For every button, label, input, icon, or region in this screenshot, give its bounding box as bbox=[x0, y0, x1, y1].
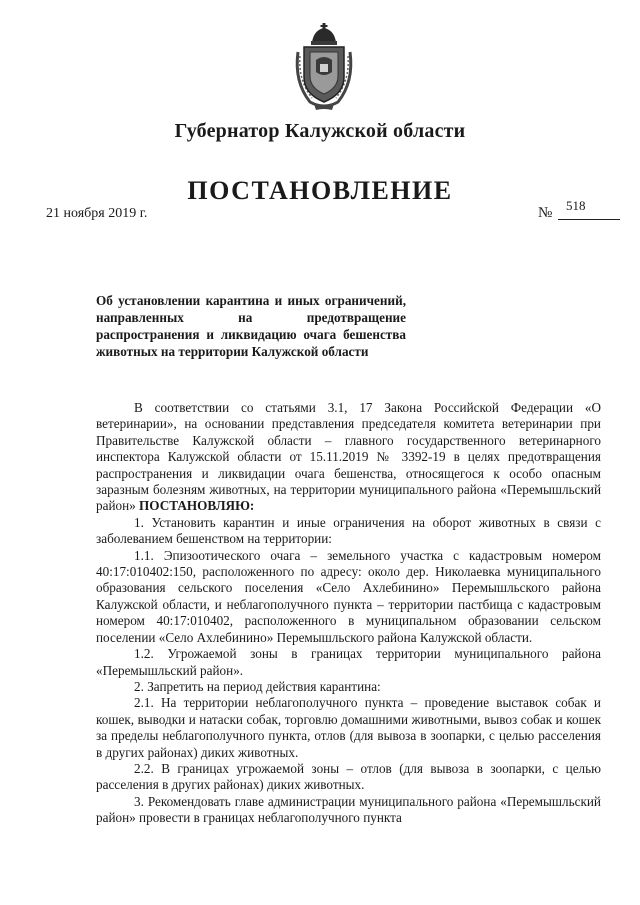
number-sign: № bbox=[538, 205, 553, 221]
paragraph-2-2: 2.2. В границах угрожаемой зоны – отлов (для вывоза в зоопарки, с целью расселения в других районах) диких животных. bbox=[96, 760, 601, 793]
document-type-title: ПОСТАНОВЛЕНИЕ bbox=[187, 176, 453, 205]
intro-paragraph bbox=[96, 400, 601, 515]
issuing-authority: Губернатор Калужской области bbox=[174, 120, 466, 142]
number-value: 518 bbox=[566, 198, 586, 213]
paragraph-2-1: 2.1. На территории неблагополучного пункта – проведение выставок собак и кошек, выводки и натаски собак, торговлю домашними животными, вывоз собак и кошек за пределы неблагополучного пункта, отлов (для вывоза в зоопарки, с целью расселения в других районах) диких животных. bbox=[96, 695, 601, 760]
paragraph-2: 2. Запретить на период действия карантина: bbox=[134, 678, 381, 694]
kaluga-coat-of-arms-icon bbox=[292, 22, 356, 112]
paragraph-1: 1. Установить карантин и иные ограничения на оборот животных в связи с заболеванием бешенством на территории: bbox=[96, 514, 601, 547]
document-number bbox=[538, 200, 622, 222]
intro-text: В соответствии со статьями 3.1, 17 Закона Российской Федерации «О ветеринарии», на основании представления председателя комитета ветеринарии при Правительстве Калужской области – главного государственного ветеринарного инспектора Калужской области от 15.11.2019 № 3392-19 в целях предотвращения распространения и ликвидации очага бешенства, относящегося к особо опасным заразным болезням животных, на территории муниципального района «Перемышльский район» bbox=[96, 400, 601, 514]
paragraph-1-1: 1.1. Эпизоотического очага – земельного участка с кадастровым номером 40:17:010402:150, расположенного по адресу: около дер. Николаевка муниципального образования сельского поселения «Село Ахлебинино» Перемышльского района Калужской области, и неблагополучного пункта – территории пастбища с кадастровым номером 40:17:010402, расположенного в муниципальном образовании сельском поселении «Село Ахлебинино» Перемышльского района Калужской области. bbox=[96, 547, 601, 645]
number-underline bbox=[558, 219, 620, 220]
document-body bbox=[96, 400, 601, 827]
document-date: 21 ноября 2019 г. bbox=[46, 206, 148, 221]
resolve-word: ПОСТАНОВЛЯЮ: bbox=[139, 498, 255, 514]
paragraph-1-2: 1.2. Угрожаемой зоны в границах территории муниципального района «Перемышльский район». bbox=[96, 646, 601, 678]
paragraph-3: 3. Рекомендовать главе администрации муниципального района «Перемышльский район» провести в границах неблагополучного пункта bbox=[96, 793, 601, 826]
document-subject: Об установлении карантина и иных ограничений, направленных на предотвращение распространения и ликвидацию очага бешенства животных на территории Калужской области bbox=[96, 293, 406, 359]
